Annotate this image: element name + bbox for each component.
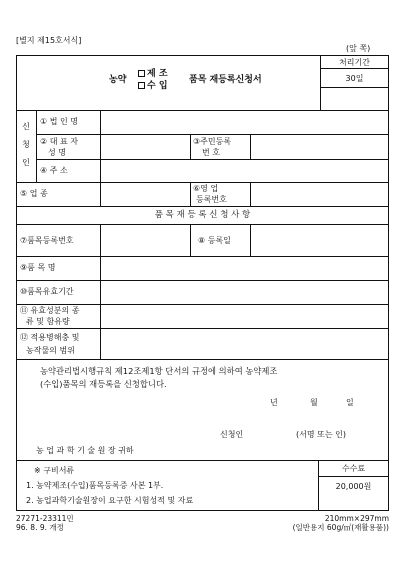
address-label: ④ 주 소 (40, 166, 68, 175)
processing-period-value: 30일 (345, 74, 364, 83)
scope-label-1: ⑫ 적용병해충 및 (20, 333, 80, 342)
business-type-field[interactable] (101, 183, 189, 205)
fee-value: 20,000원 (335, 482, 372, 491)
required-document-2: 2. 농업과학기술원장이 요구한 시험성적 및 자료 (26, 496, 194, 505)
corp-name-field[interactable] (101, 111, 388, 133)
paper-spec: (일반용지 60g/㎡(재활용품)) (292, 523, 389, 532)
resident-number-label-2: 번 호 (202, 148, 220, 157)
resident-number-label-1: ③주민등록 (193, 137, 232, 146)
recipient-label: 농 업 과 학 기 술 원 장 귀하 (36, 446, 134, 455)
title-suffix: 품목 재등록신청서 (189, 75, 262, 85)
date-month-label: 월 (310, 398, 318, 407)
title-option-manufacture[interactable]: 제 조 (138, 69, 168, 79)
signature-or-seal-label: (서명 또는 인) (296, 430, 346, 439)
title-option-import[interactable]: 수 입 (138, 81, 168, 91)
representative-label-2: 성 명 (48, 148, 66, 157)
required-document-1: 1. 농약제조(수입)품목등록증 사본 1부. (26, 481, 164, 490)
form-code: 27271-23311민 (16, 514, 74, 523)
product-name-label: ⑨품 목 명 (20, 263, 56, 272)
business-type-label: ⑤ 업 종 (20, 189, 48, 198)
representative-name-field[interactable] (101, 135, 189, 158)
address-field[interactable] (101, 160, 388, 181)
date-day-label: 일 (346, 398, 354, 407)
business-reg-label-2: 등록번호 (196, 195, 227, 204)
paper-size: 210mm×297mm (324, 514, 389, 523)
processing-period-label: 처리기간 (339, 58, 370, 67)
ingredient-field[interactable] (101, 305, 388, 327)
reg-date-field[interactable] (251, 225, 388, 255)
business-reg-label-1: ⑥영 업 (193, 184, 219, 193)
product-reg-number-field[interactable] (101, 225, 189, 255)
required-documents-title: ※ 구비서류 (34, 466, 75, 475)
applicant-signature-label: 신청인 (220, 430, 244, 439)
form-title (105, 66, 305, 94)
scope-field[interactable] (101, 329, 388, 358)
statement-line-2: (수입)품목의 재등록을 신청합니다. (40, 379, 167, 389)
scope-label-2: 농작물의 범위 (26, 346, 75, 355)
title-prefix: 농약 (109, 75, 127, 85)
ingredient-label-2: 류 및 함유량 (26, 317, 70, 326)
reg-date-label: ⑧ 등록일 (198, 236, 231, 245)
resident-number-field[interactable] (251, 135, 388, 158)
product-reg-number-label: ⑦품목등록번호 (20, 236, 74, 245)
product-name-field[interactable] (101, 257, 388, 279)
import-checkbox[interactable] (138, 82, 145, 89)
applicant-side-label: 신 청 인 (22, 122, 30, 167)
section-title: 품 목 재 등 록 신 청 사 항 (154, 210, 251, 220)
validity-period-label: ⑩품목유효기간 (20, 287, 74, 296)
statement-line-1: 농약관리법시행규칙 제12조제1항 단서의 규정에 의하여 농약제조 (40, 366, 278, 376)
manufacture-checkbox[interactable] (138, 70, 145, 77)
form-number: [별지 제15호서식] (16, 36, 82, 45)
validity-period-field[interactable] (101, 281, 388, 303)
business-reg-number-field[interactable] (251, 183, 388, 205)
representative-label-1: ② 대 표 자 (40, 137, 78, 146)
fee-label: 수수료 (341, 464, 366, 473)
date-year-label: 년 (270, 398, 278, 407)
page-side-label: (앞 쪽) (346, 44, 371, 53)
corp-name-label: ① 법 인 명 (40, 117, 78, 126)
revision-date: 96. 8. 9. 개정 (16, 523, 64, 532)
ingredient-label-1: ⑪ 유효성분의 종 (20, 306, 80, 315)
